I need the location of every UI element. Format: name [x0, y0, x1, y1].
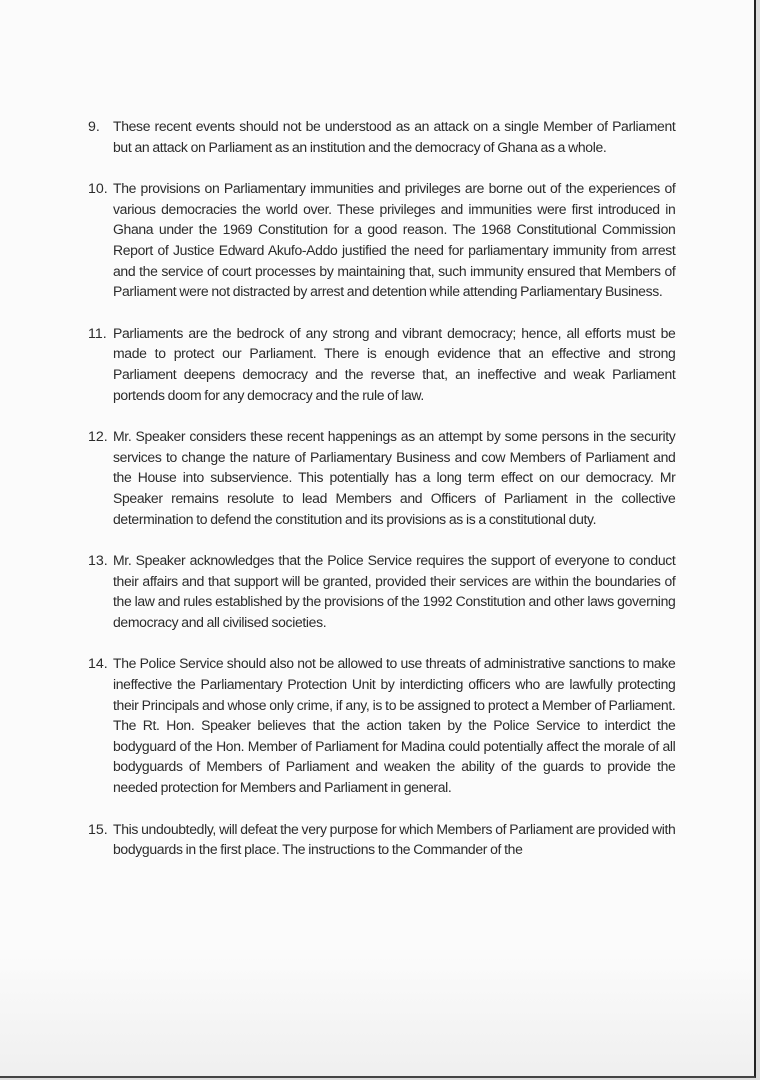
paragraph-number: 12.	[88, 429, 108, 446]
paragraph-text: Mr. Speaker considers these recent happenings as an attempt by some persons in the security services to change the nature of Parliamentary Business and cow Members of Parliament and the House into subservience. This potentially has a long term effect on our democracy. Mr Speaker remains resolute to lead Members and Officers of Parliament in the collective determination to defend the constitution and its provisions as is a constitutional duty.	[113, 429, 676, 528]
paragraph-9	[88, 117, 684, 158]
paragraph-number: 9.	[88, 119, 100, 135]
document-body	[88, 117, 684, 882]
page-shadow	[0, 956, 754, 1076]
paragraph-number: 15.	[88, 821, 108, 838]
paragraph-number: 10.	[88, 181, 108, 198]
paragraph-text: Mr. Speaker acknowledges that the Police Service requires the support of everyone to conduct their affairs and that support will be granted, provided their services are within the boundaries of the law and rules established by the provisions of the 1992 Constitution and other laws governing democracy and all civilised societies.	[113, 553, 676, 631]
paragraph-12	[88, 427, 684, 530]
paragraph-number: 13.	[88, 553, 108, 570]
paragraph-text: The provisions on Parliamentary immunities and privileges are borne out of the experiences of various democracies the world over. These privileges and immunities were first introduced in Ghana under the 1969 Constitution for a good reason. The 1968 Constitutional Commission Report of Justice Edward Akufo-Addo justified the need for parliamentary immunity from arrest and the service of court processes by maintaining that, such immunity ensured that Members of Parliament were not distracted by arrest and detention while attending Parliamentary Business.	[113, 181, 676, 301]
paragraph-13	[88, 551, 684, 633]
paragraph-text: Parliaments are the bedrock of any strong and vibrant democracy; hence, all efforts must be made to protect our Parliament. There is enough evidence that an effective and strong Parliament deepens democracy and the reverse that, an ineffective and weak Parliament portends doom for any democracy and the rule of law.	[113, 325, 676, 404]
paragraph-10	[88, 179, 684, 303]
paragraph-text: The Police Service should also not be allowed to use threats of administrative sanctions to make ineffective the Parliamentary Protection Unit by interdicting officers who are lawfully protecting their Principals and whose only crime, if any, is to be assigned to protect a Member of Parliament. The Rt. Hon. Speaker believes that the action taken by the Police Service to interdict the bodyguard of the Hon. Member of Parliament for Madina could potentially affect the morale of all bodyguards of Members of Parliament and weaken the ability of the guards to provide the needed protection for Members and Parliament in general.	[113, 656, 676, 797]
paragraph-text: These recent events should not be understood as an attack on a single Member of Parliament but an attack on Parliament as an institution and the democracy of Ghana as a whole.	[113, 119, 676, 156]
paragraph-number: 14.	[88, 656, 108, 673]
paragraph-number: 11.	[88, 325, 107, 342]
paragraph-text: This undoubtedly, will defeat the very purpose for which Members of Parliament are provided with bodyguards in the first place. The instructions to the Commander of the	[113, 821, 676, 859]
paragraph-15	[88, 820, 684, 861]
paragraph-14	[88, 654, 684, 798]
paragraph-11	[88, 324, 684, 406]
